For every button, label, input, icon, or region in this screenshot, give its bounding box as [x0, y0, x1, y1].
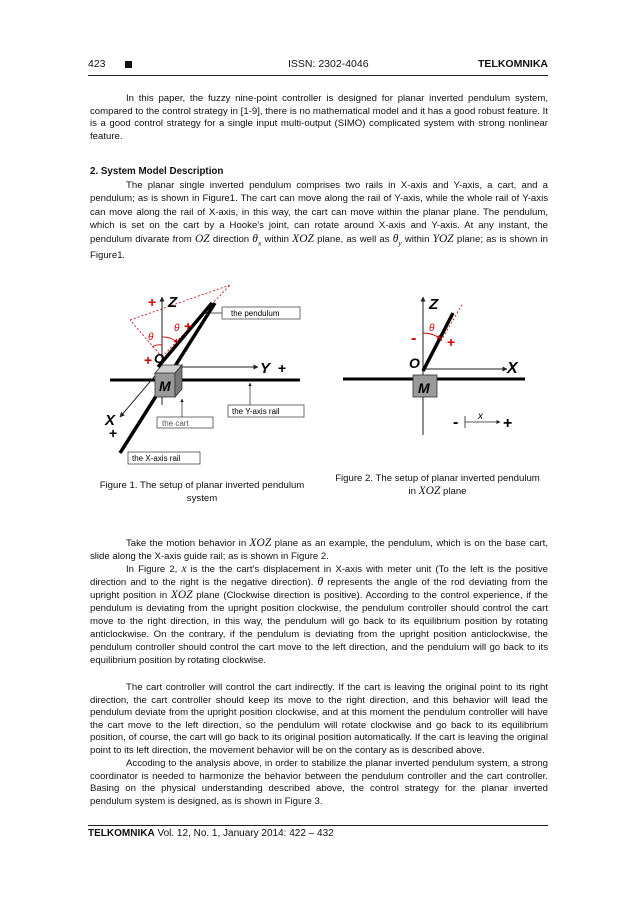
plus-theta-label: + [184, 318, 193, 334]
plus-z-label: + [148, 294, 157, 310]
theta-label: θ [429, 323, 435, 334]
theta-symbol: θ [252, 232, 258, 245]
math-xoz: XOZ [418, 485, 441, 497]
subscript-x: x [257, 237, 262, 247]
running-footer [88, 828, 334, 839]
minus-top-label: - [411, 330, 417, 347]
figure-1-diagram [100, 285, 310, 470]
header-rule [88, 75, 548, 76]
plus-bottom-label: + [503, 415, 513, 432]
dashed-projection-line [130, 285, 230, 320]
math-x: x [181, 563, 187, 575]
footer-rule [88, 825, 548, 826]
running-header [88, 58, 548, 74]
text-run: plane; as is shown in Figure1. [90, 233, 548, 262]
math-theta-y [393, 233, 402, 245]
math-yoz: YOZ [432, 232, 454, 245]
text-run: is the the cart's displacement in X-axis with meter unit (To the left is the positive direction and to the right is the negative direction). [90, 564, 549, 588]
math-theta-x [252, 233, 261, 245]
text-run: Take the motion behavior in [126, 538, 247, 549]
page-number: 423 [88, 58, 106, 70]
math-xoz: XOZ [170, 589, 193, 601]
issn-label: ISSN: 2302-4046 [288, 58, 369, 70]
text-run: In Figure 2, [126, 564, 178, 575]
caption-text: Figure 2. The setup of planar inverted pendulum in [335, 473, 540, 497]
math-theta: θ [317, 576, 324, 588]
math-xoz: XOZ [249, 537, 272, 549]
o-label: O [154, 351, 165, 366]
pendulum-callout: the pendulum [231, 309, 280, 318]
section-paragraph [90, 179, 548, 263]
m-label: M [418, 380, 430, 396]
math-oz: OZ [194, 232, 210, 245]
journal-name: TELKOMNIKA [478, 58, 548, 70]
z-label: Z [429, 296, 439, 313]
text-run: represents the angle of the rod deviating from the upright position in [90, 577, 548, 601]
body-paragraph-3 [90, 563, 548, 667]
section-heading: 2. System Model Description [90, 166, 224, 177]
theta-label: θ [148, 332, 154, 343]
plus-o-label: + [144, 352, 153, 368]
text-run: The planar single inverted pendulum comprises two rails in X-axis and Y-axis, a cart, and a pendulum; as is shown in Figure1. The cart can move along the rail of Y-axis, while the whole rail of Y-axis can move along the rail of X-axis, in this way, the cart can move within the planar plane. The pendulum, which is set on the cart by a Hooke's joint, can rotate around X-axis and Y-axis. At any instant, the pendulum divarate from [90, 180, 548, 245]
text-run: direction [212, 233, 250, 245]
o-label: O [409, 355, 420, 371]
text-run: plane as an example, the pendulum, which is on the base cart, slide along the X-axis guide rail; as is shown in Figure 2. [90, 538, 548, 562]
text-run: plane (Clockwise direction is positive). According to the control experience, if the pendulum is deviating from the upright position clockwise, the pendulum controller should control the cart move to the right direction, in this way, the pendulum will go back to its equilibrium position by rotating anticlockwise. On the contrary, if the pendulum is deviating from the upright position anticlockwise, the pendulum controller should control the cart move to the left direction, and the pendulum will go back to its equilibrium position by rotating clockwise. [90, 590, 549, 666]
figure-2-caption [335, 472, 540, 498]
plus-top-label: + [447, 334, 456, 350]
text-run: within [264, 233, 289, 245]
x-label: X [105, 412, 116, 429]
figure-1-caption: Figure 1. The setup of planar inverted pendulum system [99, 480, 305, 504]
x-rail-callout: the X-axis rail [132, 454, 181, 463]
caption-text: plane [443, 486, 467, 497]
body-paragraph-4: The cart controller will control the cart indirectly. If the cart is leaving the original point to its right direction, the cart controller should keep its move to the right direction, and this behavior will lead the pendulum deviate from the upright position clockwise, and at this moment the pendulum controller will have the cart move to the left direction, so the pendulum will rotate clockwise and go back to its equilibrium position, of course, the cart will go back to its original position automatically. If the cart is leaving the original point to its left direction, the movement behavior will be on the contary as is described above. [90, 682, 548, 756]
intro-paragraph: In this paper, the fuzzy nine-point controller is designed for planar inverted pendulum system, compared to the control strategy in [1-9], there is no mathematical model and it has a good robust feature. It is a good control strategy for a single input multi-output (SIMO) complicated system with strong nonlinear feature. [90, 93, 548, 142]
x-axis [120, 370, 160, 417]
cart-callout: the cart [162, 419, 189, 428]
y-rail-callout: the Y-axis rail [232, 407, 280, 416]
footer-journal: TELKOMNIKA [88, 828, 155, 839]
minus-bottom-label: - [453, 414, 459, 431]
plus-x-label: + [109, 425, 118, 441]
math-xoz: XOZ [292, 232, 314, 245]
text-run: plane, as well as [317, 233, 390, 245]
subscript-y: y [398, 237, 402, 247]
m-label: M [159, 378, 171, 394]
text-run: within [404, 233, 430, 245]
footer-details: Vol. 12, No. 1, January 2014: 422 – 432 [157, 828, 334, 839]
square-bullet-icon [125, 61, 132, 68]
plus-y-label: + [278, 360, 287, 376]
body-paragraph-2 [90, 537, 548, 563]
x-small-label: x [478, 411, 483, 422]
theta-symbol: θ [392, 232, 399, 245]
figure-2-diagram [335, 285, 535, 445]
theta-label: θ [174, 323, 180, 334]
y-label: Y [260, 360, 271, 377]
body-paragraph-5: Accoding to the analysis above, in order to stabilize the planar inverted pendulum system, a strong coordinator is needed to harmonize the behavior between the pendulum controller and the cart controller. Basing on the physical understanding described above, the control strategy for the planar inverted pendulum system is designed, as is shown in Figure 3. [90, 758, 548, 807]
pendulum-rod [158, 303, 212, 367]
z-label: Z [168, 294, 178, 311]
x-label: X [507, 360, 518, 377]
